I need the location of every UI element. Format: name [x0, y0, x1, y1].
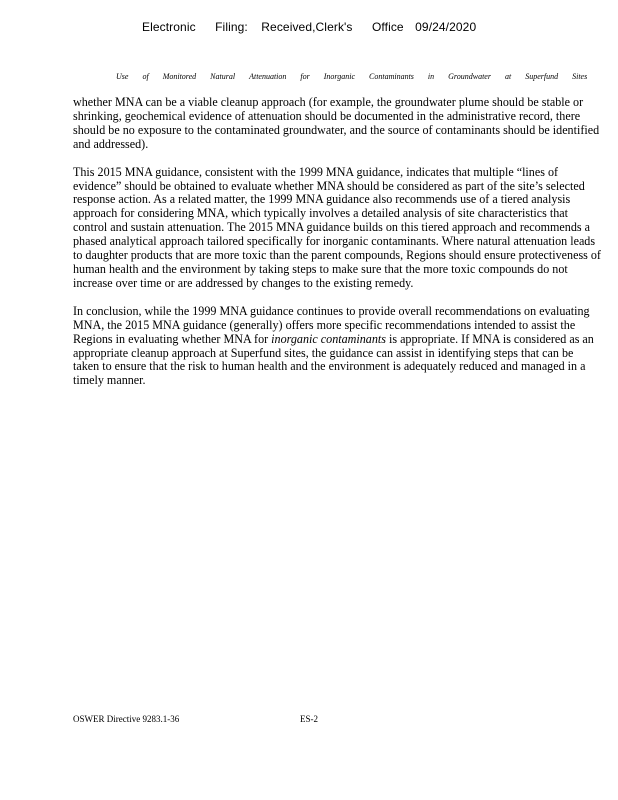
running-head-word: Inorganic: [323, 72, 356, 81]
running-head-word: of: [142, 72, 149, 81]
paragraph-2: This 2015 MNA guidance, consistent with the 1999 MNA guidance, indicates that multiple “lines of evidence” should be obtained to evaluate whether MNA should be considered as part of the site’s selected response action. As a related matter, the 1999 MNA guidance also recommends use of a tiered analysis approach for considering MNA, which typically involves a detailed analysis of site characteristics that control and sustain attenuation. The 2015 MNA guidance builds on this tiered approach and recommends a phased analytical approach tailored specifically for inorganic contaminants. Where natural attenuation leads to daughter products that are more toxic than the parent compounds, Regions should ensure protectiveness of human health and the environment by taking steps to make sure that the more toxic compounds do not increase over time or are addressed by changes to the existing remedy.: [73, 164, 601, 290]
running-head-word: Monitored: [162, 72, 197, 81]
paragraph-1: whether MNA can be a viable cleanup approach (for example, the groundwater plume should be stable or shrinking, geochemical evidence of attenuation should be documented in the administrative record, there should be no exposure to the contaminated groundwater, and the source of contaminants should be identified and addressed).: [73, 95, 600, 151]
footer-directive: OSWER Directive 9283.1-36: [73, 714, 180, 724]
document-body: [73, 96, 601, 402]
stamp-filing: Filing:: [215, 20, 248, 34]
running-head-word: Use: [116, 72, 129, 81]
running-head: [116, 72, 599, 81]
running-head-word: Contaminants: [369, 72, 414, 81]
paragraph-3-text-end: is appropriate. If MNA is considered as an appropriate cleanup approach at Superfund sites, the guidance can assist in identifying steps that can be taken to ensure that the risk to human health and the environment is adequately reduced and managed in a timely manner.: [73, 331, 594, 388]
running-head-word: Sites: [572, 72, 588, 81]
running-head-word: Natural: [210, 72, 236, 81]
stamp-electronic: Electronic: [142, 20, 196, 34]
running-head-word: for: [300, 72, 310, 81]
paragraph-3: [73, 305, 601, 388]
electronic-filing-stamp: [142, 20, 476, 34]
stamp-received-clerks: Received,Clerk's: [261, 20, 353, 34]
stamp-date: 09/24/2020: [415, 20, 477, 34]
paragraph-3-text: In conclusion, while the 1999 MNA guidance continues to provide overall recommendations on evaluating MNA, the 2015 MNA guidance (generally) offers more specific recommendations intended to assist the Regions in evaluating whether MNA for: [73, 303, 590, 346]
running-head-word: Groundwater: [448, 72, 491, 81]
running-head-word: Attenuation: [249, 72, 287, 81]
stamp-office: Office: [371, 20, 404, 34]
page-number: ES-2: [300, 714, 318, 724]
running-head-word: at: [504, 72, 512, 81]
running-head-word: Superfund: [525, 72, 559, 81]
running-head-word: in: [427, 72, 435, 81]
paragraph-3-italic: inorganic contaminants: [271, 331, 386, 346]
